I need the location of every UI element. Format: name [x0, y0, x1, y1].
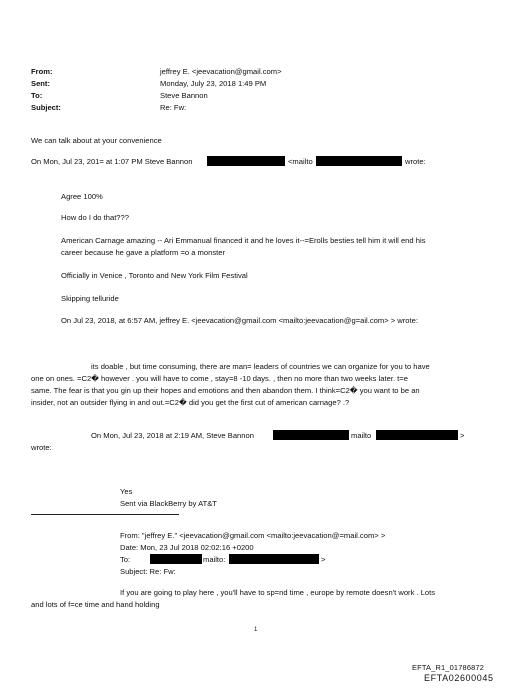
from-label: From: [31, 67, 53, 76]
subject-value: Re: Fw: [160, 103, 187, 112]
bates-number-primary: EFTA_R1_01786872 [412, 663, 485, 672]
redaction-block [273, 430, 349, 440]
body-doable-line2: one on ones. =C2� however . you will have to come , stay=8 -10 days. , then no more than two weeks later. t=e [31, 374, 408, 383]
body-venice: Officially in Venice , Toronto and New York Film Festival [61, 271, 248, 280]
sent-label: Sent: [31, 79, 50, 88]
forward-subject: Subject: Re: Fw: [120, 567, 176, 576]
forward-to-mailto: mailto: [203, 555, 226, 564]
body-doable-line1: its doable , but time consuming, there are man= leaders of countries we can organize for you to have [91, 362, 430, 371]
forward-to-label: To: [120, 555, 131, 564]
quote1-header: On Mon, Jul 23, 201= at 1:07 PM Steve Bannon [31, 157, 193, 166]
forward-date: Date: Mon, 23 Jul 2018 02:02:16 +0200 [120, 543, 254, 552]
to-value: Steve Bannon [160, 91, 208, 100]
subject-label: Subject: [31, 103, 61, 112]
from-value: jeffrey E. <jeevacation@gmail.com> [160, 67, 282, 76]
forward-to-gt: > [321, 555, 326, 564]
body-sent-via: Sent via BlackBerry by AT&T [120, 499, 217, 508]
redaction-block [229, 554, 319, 564]
redaction-block [316, 156, 402, 166]
redaction-block [207, 156, 285, 166]
redaction-block [150, 554, 202, 564]
to-label: To: [31, 91, 43, 100]
page-number: 1 [254, 627, 258, 633]
body-carnage-line2: career because he gave a platform =o a monster [61, 248, 225, 257]
body-play-line2: and lots of f=ce time and hand holding [31, 600, 160, 609]
quote3-gt: > [460, 431, 465, 440]
quote1-wrote: wrote: [405, 157, 426, 166]
quote3-wrote: wrote: [31, 443, 52, 452]
body-doable-line4: insider, not an outsider flying in and out.=C2� did you get the first cut of american carnage? .? [31, 398, 350, 407]
quote3-header: On Mon, Jul 23, 2018 at 2:19 AM, Steve Bannon [91, 431, 254, 440]
redaction-block [376, 430, 458, 440]
body-agree: Agree 100% [61, 192, 103, 201]
sent-value: Monday, July 23, 2018 1:49 PM [160, 79, 267, 88]
body-carnage-line1: American Carnage amazing -- Ari Emmanual financed it and he loves it--=Erolls besties tell him it will end his [61, 236, 426, 245]
bates-number-secondary: EFTA02600045 [424, 673, 494, 683]
forward-from: From: "jeffrey E." <jeevacation@gmail.com <mailto:jeevacation@=mail.com> > [120, 531, 386, 540]
body-doable-line3: same. The fear is that you gin up their hopes and emotions and then abandon them. I think=C2� you want to be an [31, 386, 420, 395]
body-skipping: Skipping telluride [61, 294, 119, 303]
body-yes: Yes [120, 487, 133, 496]
body-play-line1: If you are going to play here , you'll have to sp=nd time , europe by remote doesn't work . Lots [120, 588, 436, 597]
separator-line [31, 514, 179, 515]
body-line-convenience: We can talk about at your convenience [31, 136, 162, 145]
body-how: How do I do that??? [61, 213, 129, 222]
quote1-mailto: <mailto [288, 157, 313, 166]
quote3-mailto: mailto [351, 431, 372, 440]
quote2-header: On Jul 23, 2018, at 6:57 AM, jeffrey E. <jeevacation@gmail.com <mailto:jeevacation@g=ail.com> > wrote: [61, 316, 418, 325]
